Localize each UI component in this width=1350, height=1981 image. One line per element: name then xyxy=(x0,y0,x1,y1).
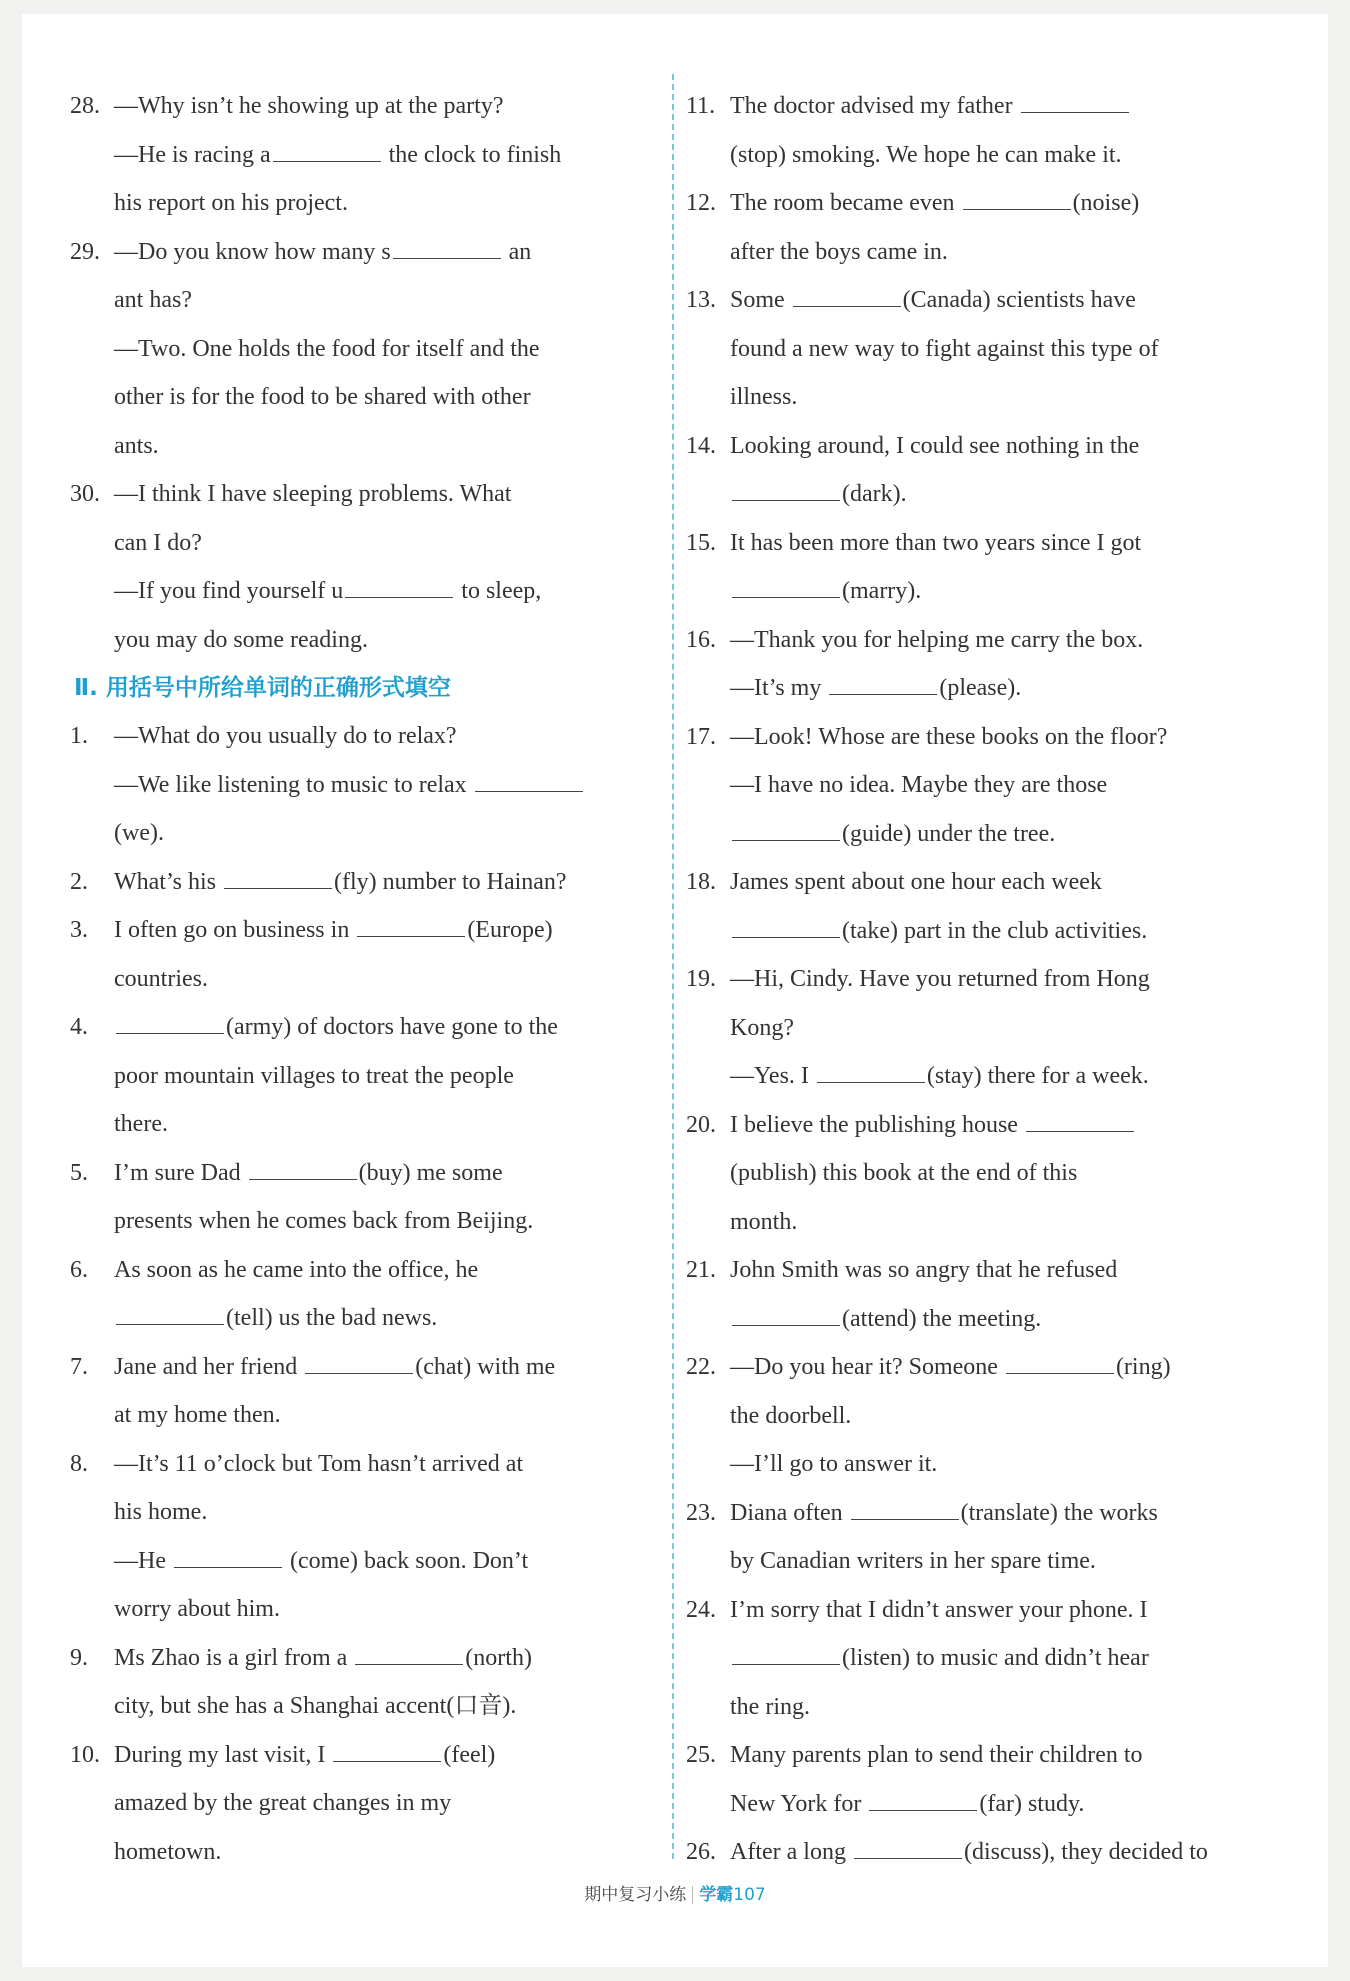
exercise-line xyxy=(70,1100,672,1149)
line-text: his report on his project. xyxy=(114,190,348,216)
exercise-line xyxy=(686,1683,1294,1732)
exercise-item xyxy=(686,276,1294,422)
answer-blank[interactable] xyxy=(732,915,840,938)
line-text: other is for the food to be shared with other xyxy=(114,384,531,410)
exercise-line xyxy=(70,1828,672,1877)
question-number: 6. xyxy=(70,1256,88,1283)
exercise-line xyxy=(686,858,1294,907)
exercise-item xyxy=(70,1343,672,1440)
line-text: countries. xyxy=(114,965,208,992)
exercise-item xyxy=(686,1586,1294,1732)
answer-blank[interactable] xyxy=(1021,90,1129,113)
question-number: 28. xyxy=(70,93,100,119)
line-text: Kong? xyxy=(730,1014,794,1041)
line-text: (Europe) xyxy=(467,917,553,943)
line-text: —It’s 11 o’clock but Tom hasn’t arrived at xyxy=(114,1450,524,1477)
question-number: 18. xyxy=(686,869,716,895)
exercise-line xyxy=(686,1780,1294,1829)
question-number: 10. xyxy=(70,1741,100,1768)
question-number: 5. xyxy=(70,1159,88,1186)
exercise-line xyxy=(686,713,1294,762)
exercise-line xyxy=(686,325,1294,374)
line-text: Some xyxy=(730,287,791,313)
line-text: —Two. One holds the food for itself and the xyxy=(114,335,540,362)
line-text: I often go on business in xyxy=(114,917,356,943)
exercise-line xyxy=(686,82,1294,131)
line-text: Many parents plan to send their children to xyxy=(730,1742,1143,1768)
exercise-item xyxy=(686,1246,1294,1343)
question-number: 9. xyxy=(70,1644,88,1671)
exercise-item xyxy=(70,82,672,228)
exercise-line xyxy=(686,422,1294,471)
exercise-line xyxy=(70,470,672,519)
exercise-line xyxy=(686,1004,1294,1053)
exercise-line xyxy=(70,1779,672,1828)
question-number: 14. xyxy=(686,432,716,459)
line-text: Looking around, I could see nothing in the xyxy=(730,432,1140,459)
line-text: During my last visit, I xyxy=(114,1741,332,1768)
question-number: 12. xyxy=(686,190,716,216)
right-column xyxy=(686,14,1294,1877)
line-text: (come) back soon. Don’t xyxy=(283,1547,529,1574)
line-text: —He is racing a xyxy=(114,141,271,168)
answer-blank[interactable] xyxy=(732,575,840,598)
answer-blank[interactable] xyxy=(1026,1109,1134,1132)
line-text: (guide) under the tree. xyxy=(842,820,1056,847)
answer-blank[interactable] xyxy=(116,1302,224,1325)
exercise-line xyxy=(686,1101,1294,1150)
exercise-item xyxy=(686,713,1294,859)
line-text: I’m sure Dad xyxy=(114,1159,247,1186)
line-text: after the boys came in. xyxy=(730,238,948,265)
exercise-line xyxy=(686,616,1294,665)
exercise-line xyxy=(686,907,1294,956)
answer-blank[interactable] xyxy=(732,1642,840,1665)
question-number: 30. xyxy=(70,481,100,507)
exercise-line xyxy=(70,325,672,374)
exercise-line xyxy=(686,470,1294,519)
answer-blank[interactable] xyxy=(273,139,381,162)
line-text: (publish) this book at the end of this xyxy=(730,1160,1078,1186)
footer-label: 期中复习小练 xyxy=(584,1885,687,1905)
answer-blank[interactable] xyxy=(963,187,1071,210)
line-text: (we). xyxy=(114,820,164,846)
section-title: Ⅱ. 用括号中所给单词的正确形式填空 xyxy=(74,675,451,701)
exercise-line xyxy=(70,1391,672,1440)
line-text: James spent about one hour each week xyxy=(730,869,1102,895)
question-number: 22. xyxy=(686,1354,716,1380)
exercise-line xyxy=(70,1634,672,1683)
line-text: (army) of doctors have gone to the xyxy=(226,1014,558,1040)
exercise-line xyxy=(686,131,1294,180)
exercise-line xyxy=(70,712,672,761)
answer-blank[interactable] xyxy=(224,866,332,889)
exercise-line xyxy=(70,809,672,858)
exercise-line xyxy=(70,1537,672,1586)
exercise-line xyxy=(686,1489,1294,1538)
exercise-line xyxy=(70,1246,672,1295)
question-number: 13. xyxy=(686,287,716,313)
line-text: (translate) the works xyxy=(960,1499,1158,1526)
question-number: 20. xyxy=(686,1111,716,1138)
exercise-line xyxy=(686,567,1294,616)
line-text: Ms Zhao is a girl from a xyxy=(114,1644,354,1671)
exercise-line xyxy=(70,616,672,665)
line-text: —Look! Whose are these books on the floor? xyxy=(730,723,1168,750)
question-number: 26. xyxy=(686,1839,716,1865)
exercise-item xyxy=(70,858,672,907)
exercise-line xyxy=(686,519,1294,568)
answer-blank[interactable] xyxy=(1006,1351,1114,1374)
line-text: —We like listening to music to relax xyxy=(114,771,473,798)
line-text: illness. xyxy=(730,384,798,410)
line-text: (stop) smoking. We hope he can make it. xyxy=(730,141,1122,168)
exercise-item xyxy=(70,1149,672,1246)
answer-blank[interactable] xyxy=(333,1739,441,1762)
exercise-line xyxy=(686,1537,1294,1586)
answer-blank[interactable] xyxy=(817,1060,925,1083)
line-text: by Canadian writers in her spare time. xyxy=(730,1548,1096,1574)
exercise-line xyxy=(70,82,672,131)
line-text: (stay) there for a week. xyxy=(926,1063,1149,1089)
question-number: 17. xyxy=(686,723,716,750)
exercise-item xyxy=(70,1246,672,1343)
exercise-line xyxy=(70,1003,672,1052)
exercise-item xyxy=(686,955,1294,1101)
question-number: 16. xyxy=(686,626,716,653)
exercise-item xyxy=(70,1003,672,1149)
exercise-line xyxy=(70,906,672,955)
question-number: 24. xyxy=(686,1596,716,1623)
answer-blank[interactable] xyxy=(249,1157,357,1180)
exercise-line xyxy=(70,228,672,277)
exercise-line xyxy=(70,1585,672,1634)
exercise-line xyxy=(70,276,672,325)
exercise-line xyxy=(686,955,1294,1004)
question-number: 29. xyxy=(70,238,100,265)
line-text: hometown. xyxy=(114,1838,222,1865)
column-divider xyxy=(672,74,674,1859)
line-text: John Smith was so angry that he refused xyxy=(730,1257,1118,1283)
question-number: 1. xyxy=(70,723,88,749)
line-text: —Hi, Cindy. Have you returned from Hong xyxy=(730,966,1150,992)
line-text: New York for xyxy=(730,1790,868,1817)
exercise-item xyxy=(686,422,1294,519)
line-text: —Why isn’t he showing up at the party? xyxy=(114,93,504,119)
line-text: —I think I have sleeping problems. What xyxy=(114,481,512,507)
answer-blank[interactable] xyxy=(357,914,465,937)
exercise-item xyxy=(70,228,672,471)
question-number: 3. xyxy=(70,917,88,943)
exercise-line xyxy=(70,567,672,616)
line-text: (take) part in the club activities. xyxy=(842,917,1148,944)
exercise-line xyxy=(686,1052,1294,1101)
exercise-line xyxy=(686,761,1294,810)
left-exercise-list xyxy=(70,82,672,664)
line-text: —Thank you for helping me carry the box. xyxy=(730,626,1144,653)
line-text: (noise) xyxy=(1072,190,1140,216)
exercise-line xyxy=(686,1828,1294,1877)
answer-blank[interactable] xyxy=(345,575,453,598)
line-text: (far) study. xyxy=(979,1790,1085,1817)
line-text: can I do? xyxy=(114,529,202,556)
answer-blank[interactable] xyxy=(732,478,840,501)
line-text: (dark). xyxy=(842,481,907,507)
exercise-line xyxy=(70,1149,672,1198)
line-text: the clock to finish xyxy=(382,141,562,168)
line-text: (listen) to music and didn’t hear xyxy=(842,1645,1149,1671)
exercise-item xyxy=(686,858,1294,955)
line-text: presents when he comes back from Beijing. xyxy=(114,1208,534,1234)
answer-blank[interactable] xyxy=(174,1545,282,1568)
line-text: —If you find yourself u xyxy=(114,578,344,604)
exercise-line xyxy=(70,131,672,180)
exercise-line xyxy=(686,1731,1294,1780)
line-text: (tell) us the bad news. xyxy=(226,1305,438,1331)
answer-blank[interactable] xyxy=(829,672,937,695)
exercise-line xyxy=(686,276,1294,325)
line-text: to sleep, xyxy=(455,578,542,604)
exercise-item xyxy=(686,616,1294,713)
exercise-item xyxy=(686,179,1294,276)
line-text: Diana often xyxy=(730,1499,849,1526)
answer-blank[interactable] xyxy=(732,1303,840,1326)
line-text: an xyxy=(502,238,532,265)
answer-blank[interactable] xyxy=(869,1788,977,1811)
exercise-line xyxy=(70,1294,672,1343)
question-number: 21. xyxy=(686,1257,716,1283)
exercise-line xyxy=(70,1682,672,1731)
exercise-line xyxy=(686,1149,1294,1198)
exercise-line xyxy=(70,1440,672,1489)
exercise-line xyxy=(70,1731,672,1780)
answer-blank[interactable] xyxy=(851,1497,959,1520)
exercise-item xyxy=(686,1731,1294,1828)
exercise-line xyxy=(70,422,672,471)
line-text: —It’s my xyxy=(730,675,828,701)
exercise-line xyxy=(70,858,672,907)
exercise-line xyxy=(686,179,1294,228)
line-text: (buy) me some xyxy=(358,1159,503,1186)
footer-separator xyxy=(692,1886,693,1904)
page-number: 107 xyxy=(733,1885,766,1905)
line-text: ant has? xyxy=(114,287,192,313)
right-exercise-list xyxy=(686,82,1294,1877)
exercise-item xyxy=(70,1634,672,1731)
answer-blank[interactable] xyxy=(393,236,501,259)
exercise-line xyxy=(70,1052,672,1101)
line-text: The doctor advised my father xyxy=(730,93,1019,119)
line-text: the ring. xyxy=(730,1693,810,1720)
line-text: found a new way to fight against this type of xyxy=(730,335,1159,362)
line-text: (please). xyxy=(939,675,1022,701)
line-text: the doorbell. xyxy=(730,1402,852,1429)
line-text: (chat) with me xyxy=(415,1353,556,1380)
line-text: (discuss), they decided to xyxy=(963,1839,1208,1865)
exercise-line xyxy=(686,1440,1294,1489)
exercise-item xyxy=(686,82,1294,179)
line-text: —Do you know how many s xyxy=(114,238,391,265)
question-number: 8. xyxy=(70,1450,88,1477)
line-text: As soon as he came into the office, he xyxy=(114,1256,479,1283)
line-text: —Do you hear it? Someone xyxy=(730,1354,1004,1380)
exercise-line xyxy=(70,179,672,228)
exercise-line xyxy=(70,1488,672,1537)
line-text: there. xyxy=(114,1111,168,1137)
exercise-line xyxy=(70,1197,672,1246)
left-exercise-list-2 xyxy=(70,712,672,1876)
exercise-item xyxy=(686,1489,1294,1586)
line-text: The room became even xyxy=(730,190,961,216)
question-number: 2. xyxy=(70,868,88,895)
line-text: —I’ll go to answer it. xyxy=(730,1451,938,1477)
line-text: poor mountain villages to treat the people xyxy=(114,1062,514,1089)
question-number: 15. xyxy=(686,529,716,556)
line-text: Jane and her friend xyxy=(114,1353,304,1380)
exercise-line xyxy=(686,664,1294,713)
exercise-line xyxy=(686,1246,1294,1295)
answer-blank[interactable] xyxy=(355,1642,463,1665)
answer-blank[interactable] xyxy=(475,769,583,792)
exercise-line xyxy=(686,1634,1294,1683)
line-text: —I have no idea. Maybe they are those xyxy=(730,772,1108,798)
exercise-line xyxy=(686,1198,1294,1247)
line-text: —What do you usually do to relax? xyxy=(114,723,457,749)
exercise-line xyxy=(70,519,672,568)
exercise-line xyxy=(686,1295,1294,1344)
line-text: I believe the publishing house xyxy=(730,1111,1024,1138)
exercise-item xyxy=(70,1440,672,1634)
answer-blank[interactable] xyxy=(116,1011,224,1034)
line-text: ants. xyxy=(114,432,159,459)
exercise-line xyxy=(686,1392,1294,1441)
line-text: After a long xyxy=(730,1839,852,1865)
line-text: you may do some reading. xyxy=(114,626,368,653)
question-number: 7. xyxy=(70,1353,88,1380)
line-text: amazed by the great changes in my xyxy=(114,1790,452,1816)
line-text: (ring) xyxy=(1115,1354,1171,1380)
left-column xyxy=(70,14,672,1876)
exercise-item xyxy=(70,712,672,858)
line-text: It has been more than two years since I got xyxy=(730,529,1142,556)
exercise-line xyxy=(686,1343,1294,1392)
line-text: What’s his xyxy=(114,868,222,895)
exercise-item xyxy=(686,1101,1294,1247)
question-number: 19. xyxy=(686,966,716,992)
footer-brand: 学霸 xyxy=(699,1885,734,1905)
page-footer xyxy=(22,1880,1328,1905)
exercise-line xyxy=(686,1586,1294,1635)
answer-blank[interactable] xyxy=(732,818,840,841)
exercise-item xyxy=(70,1731,672,1877)
exercise-item xyxy=(70,906,672,1003)
line-text: (north) xyxy=(465,1644,532,1671)
exercise-line xyxy=(70,955,672,1004)
exercise-item xyxy=(686,1343,1294,1489)
line-text: at my home then. xyxy=(114,1402,281,1428)
line-text: —Yes. I xyxy=(730,1063,815,1089)
exercise-line xyxy=(686,810,1294,859)
exercise-item xyxy=(686,1828,1294,1877)
exercise-line xyxy=(70,761,672,810)
line-text: (marry). xyxy=(842,578,922,604)
question-number: 25. xyxy=(686,1742,716,1768)
question-number: 11. xyxy=(686,93,716,119)
line-text: worry about him. xyxy=(114,1596,280,1622)
line-text: (fly) number to Hainan? xyxy=(334,868,567,895)
line-text: city, but she has a Shanghai accent(口音). xyxy=(114,1693,517,1719)
exercise-line xyxy=(70,1343,672,1392)
line-text: I’m sorry that I didn’t answer your phone. I xyxy=(730,1596,1148,1623)
line-text: —He xyxy=(114,1547,172,1574)
question-number: 23. xyxy=(686,1499,716,1526)
question-number: 4. xyxy=(70,1014,88,1040)
line-text: his home. xyxy=(114,1499,208,1525)
line-text: (attend) the meeting. xyxy=(842,1305,1042,1332)
line-text: (Canada) scientists have xyxy=(902,287,1136,313)
exercise-item xyxy=(686,519,1294,616)
line-text: month. xyxy=(730,1208,798,1235)
exercise-line xyxy=(686,228,1294,277)
exercise-line xyxy=(70,373,672,422)
worksheet-page xyxy=(22,14,1328,1967)
exercise-line xyxy=(686,373,1294,422)
exercise-item xyxy=(70,470,672,664)
answer-blank[interactable] xyxy=(305,1351,413,1374)
line-text: (feel) xyxy=(443,1741,496,1768)
answer-blank[interactable] xyxy=(793,284,901,307)
answer-blank[interactable] xyxy=(854,1836,962,1859)
